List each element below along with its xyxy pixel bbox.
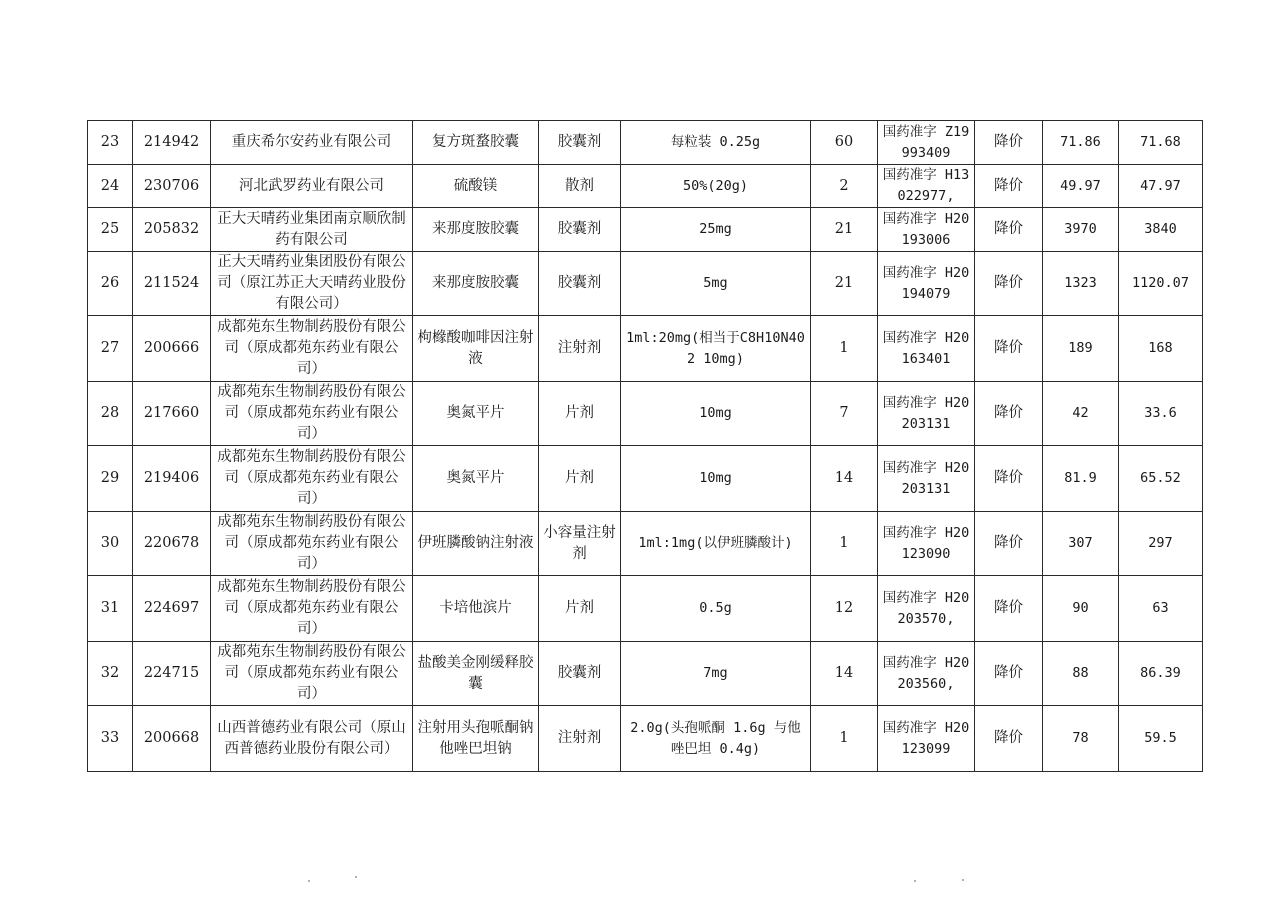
cell-dosage-form: 胶囊剂 (539, 252, 621, 316)
cell-dosage-form: 散剂 (539, 165, 621, 208)
cell-company: 成都苑东生物制药股份有限公司（原成都苑东药业有限公司） (211, 446, 413, 512)
cell-drug-name: 盐酸美金刚缓释胶囊 (413, 642, 539, 706)
cell-company: 正大天晴药业集团股份有限公司（原江苏正大天晴药业股份有限公司） (211, 252, 413, 316)
cell-row-number: 28 (88, 382, 133, 446)
cell-code: 211524 (133, 252, 211, 316)
cell-dosage-form: 胶囊剂 (539, 642, 621, 706)
cell-row-number: 30 (88, 512, 133, 576)
cell-company: 重庆希尔安药业有限公司 (211, 121, 413, 165)
cell-drug-name: 注射用头孢哌酮钠他唑巴坦钠 (413, 706, 539, 772)
cell-code: 200666 (133, 316, 211, 382)
cell-new-price: 1120.07 (1119, 252, 1203, 316)
cell-drug-name: 伊班膦酸钠注射液 (413, 512, 539, 576)
cell-new-price: 65.52 (1119, 446, 1203, 512)
cell-dosage-form: 片剂 (539, 446, 621, 512)
cell-drug-name: 来那度胺胶囊 (413, 208, 539, 252)
cell-drug-name: 复方斑蝥胶囊 (413, 121, 539, 165)
cell-price-change: 降价 (975, 706, 1043, 772)
cell-approval-number: 国药准字 H20203131 (878, 382, 975, 446)
cell-row-number: 31 (88, 576, 133, 642)
cell-pack-quantity: 21 (811, 252, 878, 316)
cell-original-price: 42 (1043, 382, 1119, 446)
cell-code: 224715 (133, 642, 211, 706)
cell-approval-number: 国药准字 H20194079 (878, 252, 975, 316)
cell-code: 200668 (133, 706, 211, 772)
cell-specification: 1ml:1mg(以伊班膦酸计) (621, 512, 811, 576)
cell-new-price: 63 (1119, 576, 1203, 642)
cell-company: 成都苑东生物制药股份有限公司（原成都苑东药业有限公司） (211, 642, 413, 706)
cell-price-change: 降价 (975, 446, 1043, 512)
scan-speck (308, 880, 310, 882)
cell-original-price: 49.97 (1043, 165, 1119, 208)
table-row (88, 208, 1203, 252)
cell-dosage-form: 注射剂 (539, 316, 621, 382)
cell-company: 成都苑东生物制药股份有限公司（原成都苑东药业有限公司） (211, 382, 413, 446)
cell-drug-name: 来那度胺胶囊 (413, 252, 539, 316)
cell-new-price: 297 (1119, 512, 1203, 576)
cell-original-price: 71.86 (1043, 121, 1119, 165)
cell-original-price: 1323 (1043, 252, 1119, 316)
cell-code: 217660 (133, 382, 211, 446)
table-row (88, 706, 1203, 772)
cell-approval-number: 国药准字 H20123090 (878, 512, 975, 576)
cell-company: 成都苑东生物制药股份有限公司（原成都苑东药业有限公司） (211, 576, 413, 642)
cell-row-number: 27 (88, 316, 133, 382)
table-row (88, 642, 1203, 706)
table-row (88, 121, 1203, 165)
cell-row-number: 23 (88, 121, 133, 165)
cell-row-number: 25 (88, 208, 133, 252)
cell-approval-number: 国药准字 Z19993409 (878, 121, 975, 165)
cell-drug-name: 硫酸镁 (413, 165, 539, 208)
cell-original-price: 3970 (1043, 208, 1119, 252)
cell-company: 成都苑东生物制药股份有限公司（原成都苑东药业有限公司） (211, 512, 413, 576)
cell-specification: 7mg (621, 642, 811, 706)
drug-price-table (87, 120, 1203, 772)
cell-specification: 5mg (621, 252, 811, 316)
cell-code: 220678 (133, 512, 211, 576)
cell-row-number: 26 (88, 252, 133, 316)
cell-specification: 25mg (621, 208, 811, 252)
cell-specification: 2.0g(头孢哌酮 1.6g 与他唑巴坦 0.4g) (621, 706, 811, 772)
cell-new-price: 71.68 (1119, 121, 1203, 165)
cell-price-change: 降价 (975, 208, 1043, 252)
cell-new-price: 33.6 (1119, 382, 1203, 446)
cell-price-change: 降价 (975, 165, 1043, 208)
cell-pack-quantity: 2 (811, 165, 878, 208)
cell-specification: 每粒装 0.25g (621, 121, 811, 165)
cell-approval-number: 国药准字 H20193006 (878, 208, 975, 252)
table-row (88, 252, 1203, 316)
cell-specification: 0.5g (621, 576, 811, 642)
cell-code: 205832 (133, 208, 211, 252)
cell-approval-number: 国药准字 H13022977, (878, 165, 975, 208)
cell-price-change: 降价 (975, 316, 1043, 382)
cell-price-change: 降价 (975, 382, 1043, 446)
cell-original-price: 189 (1043, 316, 1119, 382)
scan-speck (914, 880, 916, 882)
cell-dosage-form: 胶囊剂 (539, 208, 621, 252)
cell-drug-name: 枸橼酸咖啡因注射液 (413, 316, 539, 382)
table-row (88, 382, 1203, 446)
cell-price-change: 降价 (975, 252, 1043, 316)
table-row (88, 512, 1203, 576)
cell-specification: 50%(20g) (621, 165, 811, 208)
cell-drug-name: 奥氮平片 (413, 382, 539, 446)
cell-pack-quantity: 14 (811, 446, 878, 512)
cell-approval-number: 国药准字 H20203570, (878, 576, 975, 642)
cell-approval-number: 国药准字 H20203131 (878, 446, 975, 512)
cell-code: 230706 (133, 165, 211, 208)
cell-new-price: 3840 (1119, 208, 1203, 252)
cell-company: 河北武罗药业有限公司 (211, 165, 413, 208)
cell-row-number: 29 (88, 446, 133, 512)
cell-new-price: 168 (1119, 316, 1203, 382)
cell-original-price: 307 (1043, 512, 1119, 576)
cell-new-price: 59.5 (1119, 706, 1203, 772)
cell-code: 214942 (133, 121, 211, 165)
cell-drug-name: 卡培他滨片 (413, 576, 539, 642)
cell-pack-quantity: 1 (811, 316, 878, 382)
cell-pack-quantity: 12 (811, 576, 878, 642)
cell-approval-number: 国药准字 H20123099 (878, 706, 975, 772)
cell-pack-quantity: 21 (811, 208, 878, 252)
cell-specification: 10mg (621, 382, 811, 446)
cell-original-price: 81.9 (1043, 446, 1119, 512)
cell-specification: 1ml:20mg(相当于C8H10N402 10mg) (621, 316, 811, 382)
cell-original-price: 88 (1043, 642, 1119, 706)
table-row (88, 316, 1203, 382)
cell-dosage-form: 胶囊剂 (539, 121, 621, 165)
cell-approval-number: 国药准字 H20203560, (878, 642, 975, 706)
cell-specification: 10mg (621, 446, 811, 512)
cell-pack-quantity: 7 (811, 382, 878, 446)
cell-drug-name: 奥氮平片 (413, 446, 539, 512)
cell-price-change: 降价 (975, 512, 1043, 576)
cell-price-change: 降价 (975, 642, 1043, 706)
table-row (88, 576, 1203, 642)
cell-row-number: 33 (88, 706, 133, 772)
cell-pack-quantity: 60 (811, 121, 878, 165)
cell-dosage-form: 注射剂 (539, 706, 621, 772)
cell-price-change: 降价 (975, 576, 1043, 642)
cell-company: 正大天晴药业集团南京顺欣制药有限公司 (211, 208, 413, 252)
cell-dosage-form: 片剂 (539, 382, 621, 446)
cell-code: 219406 (133, 446, 211, 512)
cell-new-price: 86.39 (1119, 642, 1203, 706)
table-body (88, 121, 1203, 772)
cell-company: 山西普德药业有限公司（原山西普德药业股份有限公司） (211, 706, 413, 772)
scan-speck (355, 876, 357, 878)
table-row (88, 446, 1203, 512)
cell-pack-quantity: 1 (811, 512, 878, 576)
cell-dosage-form: 片剂 (539, 576, 621, 642)
cell-original-price: 78 (1043, 706, 1119, 772)
scan-speck (962, 879, 964, 881)
cell-pack-quantity: 14 (811, 642, 878, 706)
table-row (88, 165, 1203, 208)
cell-price-change: 降价 (975, 121, 1043, 165)
cell-approval-number: 国药准字 H20163401 (878, 316, 975, 382)
cell-dosage-form: 小容量注射剂 (539, 512, 621, 576)
cell-code: 224697 (133, 576, 211, 642)
cell-original-price: 90 (1043, 576, 1119, 642)
cell-company: 成都苑东生物制药股份有限公司（原成都苑东药业有限公司） (211, 316, 413, 382)
cell-row-number: 32 (88, 642, 133, 706)
cell-pack-quantity: 1 (811, 706, 878, 772)
cell-row-number: 24 (88, 165, 133, 208)
cell-new-price: 47.97 (1119, 165, 1203, 208)
